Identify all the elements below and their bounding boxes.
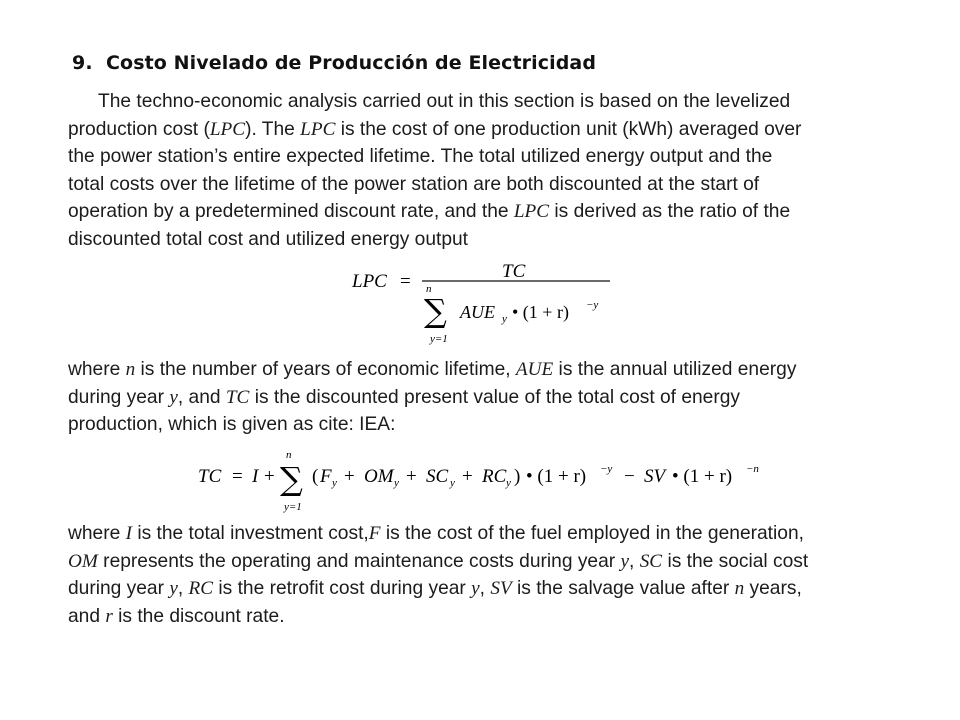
- math-symbol: TC: [225, 386, 250, 408]
- eq2-sigma: ∑: [280, 460, 303, 498]
- text-line: [68, 226, 928, 254]
- eq1-sum-upper: n: [426, 283, 432, 295]
- eq2-sub: y: [394, 477, 399, 489]
- math-symbol: I: [125, 523, 132, 544]
- text-span: ,: [479, 578, 491, 600]
- math-symbol: n: [734, 578, 745, 600]
- math-symbol: LPC: [513, 201, 550, 223]
- text-span: is the cost of one production unit (kWh) averaged over: [335, 118, 802, 140]
- math-symbol: SC: [639, 550, 663, 572]
- eq1-factor: • (1 + r): [512, 302, 569, 322]
- text-span: is the salvage value after: [511, 578, 735, 600]
- section-number: 9.: [72, 52, 93, 74]
- eq2-plus: +: [264, 466, 275, 487]
- math-symbol: RC: [188, 578, 214, 600]
- eq2-investment: I: [252, 466, 259, 487]
- text-line: [68, 356, 928, 384]
- eq1-term: AUE: [460, 302, 495, 322]
- text-line: [68, 143, 928, 171]
- eq2-plus: +: [406, 466, 417, 487]
- eq1-numerator: TC: [502, 261, 526, 282]
- text-span: is the retrofit cost during year: [213, 578, 472, 600]
- eq1-sum-lower: y=1: [430, 333, 448, 345]
- eq2-sv: SV: [644, 466, 666, 487]
- text-span: the power station’s entire expected lifetime. The total utilized energy output and the: [68, 146, 773, 168]
- eq2-om: OM: [364, 466, 394, 487]
- text-span: is the annual utilized energy: [553, 359, 797, 380]
- text-span: is the total investment cost,: [131, 523, 369, 544]
- eq2-fuel: F: [320, 466, 332, 487]
- text-line: [68, 575, 928, 603]
- text-line: [68, 116, 928, 144]
- eq2-sub: y: [450, 477, 455, 489]
- eq2-factor1: • (1 + r): [526, 466, 587, 487]
- eq2-minus: −: [624, 466, 635, 487]
- math-symbol: y: [169, 578, 178, 600]
- text-span: discounted total cost and utilized energy output: [68, 228, 469, 250]
- text-span: production, which is given as cite: IEA:: [68, 414, 396, 436]
- equation-tc: [196, 448, 796, 518]
- paragraph-lpc-intro: [68, 88, 928, 254]
- eq2-equals: =: [232, 466, 243, 487]
- text-span: total costs over the lifetime of the power station are both discounted at the start of: [68, 173, 760, 195]
- eq2-sc: SC: [426, 466, 449, 487]
- text-line: [68, 411, 928, 439]
- text-span: production cost (: [68, 118, 210, 140]
- text-span: during year: [68, 578, 170, 600]
- eq2-open-paren: (: [312, 466, 319, 487]
- math-symbol: AUE: [515, 359, 554, 380]
- text-span: is the discount rate.: [112, 605, 285, 627]
- text-line: [68, 171, 928, 199]
- eq2-sub: y: [332, 477, 337, 489]
- math-symbol: y: [471, 578, 480, 600]
- math-symbol: n: [125, 359, 136, 380]
- eq2-exp1: −y: [600, 463, 613, 475]
- eq2-plus: +: [462, 466, 473, 487]
- math-symbol: y: [620, 550, 630, 572]
- section-heading: [72, 52, 596, 74]
- text-span: years,: [744, 578, 802, 600]
- eq2-sum-lower: y=1: [284, 501, 302, 513]
- text-line: [68, 198, 928, 226]
- paragraph-tc-definitions: [68, 520, 928, 630]
- eq1-equals: =: [400, 271, 411, 292]
- text-line: [68, 548, 928, 576]
- text-span: where: [68, 523, 126, 544]
- text-span: ,: [177, 578, 189, 600]
- text-span: is the number of years of economic lifetime,: [135, 359, 516, 380]
- section-title: Costo Nivelado de Producción de Electricidad: [106, 52, 597, 74]
- paragraph-lpc-definitions: [68, 356, 928, 439]
- eq2-sum-upper: n: [286, 449, 292, 461]
- eq2-plus: +: [344, 466, 355, 487]
- math-symbol: LPC: [300, 118, 336, 140]
- text-span: ,: [629, 550, 640, 572]
- text-span: represents the operating and maintenance costs during year: [97, 550, 621, 572]
- eq2-close-paren: ): [514, 466, 521, 487]
- text-line: [68, 384, 928, 412]
- math-symbol: F: [368, 523, 381, 544]
- eq1-term-sub: y: [502, 313, 507, 325]
- eq1-lhs: LPC: [352, 271, 387, 292]
- text-span: is the cost of the fuel employed in the generation,: [380, 523, 804, 544]
- eq2-rc: RC: [482, 466, 507, 487]
- equation-lpc: [350, 258, 630, 350]
- text-span: and: [68, 605, 106, 627]
- text-span: during year: [68, 386, 170, 408]
- text-span: is the discounted present value of the total cost of energy: [249, 386, 741, 408]
- math-symbol: y: [169, 386, 178, 408]
- text-span: , and: [177, 386, 226, 408]
- text-line: [68, 520, 928, 548]
- text-span: The techno-economic analysis carried out in this section is based on the levelized: [98, 91, 791, 112]
- text-span: where: [68, 359, 126, 380]
- math-symbol: LPC: [209, 118, 246, 140]
- math-symbol: OM: [68, 550, 98, 572]
- math-symbol: r: [105, 605, 113, 627]
- text-span: is the social cost: [662, 550, 809, 572]
- eq2-lhs: TC: [198, 466, 222, 487]
- text-line: [68, 603, 928, 631]
- text-span: ). The: [245, 118, 301, 140]
- eq1-exponent: −y: [586, 299, 599, 311]
- text-line: [68, 88, 928, 116]
- text-span: operation by a predetermined discount rate, and the: [68, 201, 514, 223]
- eq2-sub: y: [506, 477, 511, 489]
- eq2-exp2: −n: [746, 463, 759, 475]
- eq2-factor2: • (1 + r): [672, 466, 733, 487]
- math-symbol: SV: [490, 578, 512, 600]
- eq1-sigma: ∑: [424, 292, 447, 330]
- text-span: is derived as the ratio of the: [549, 201, 791, 223]
